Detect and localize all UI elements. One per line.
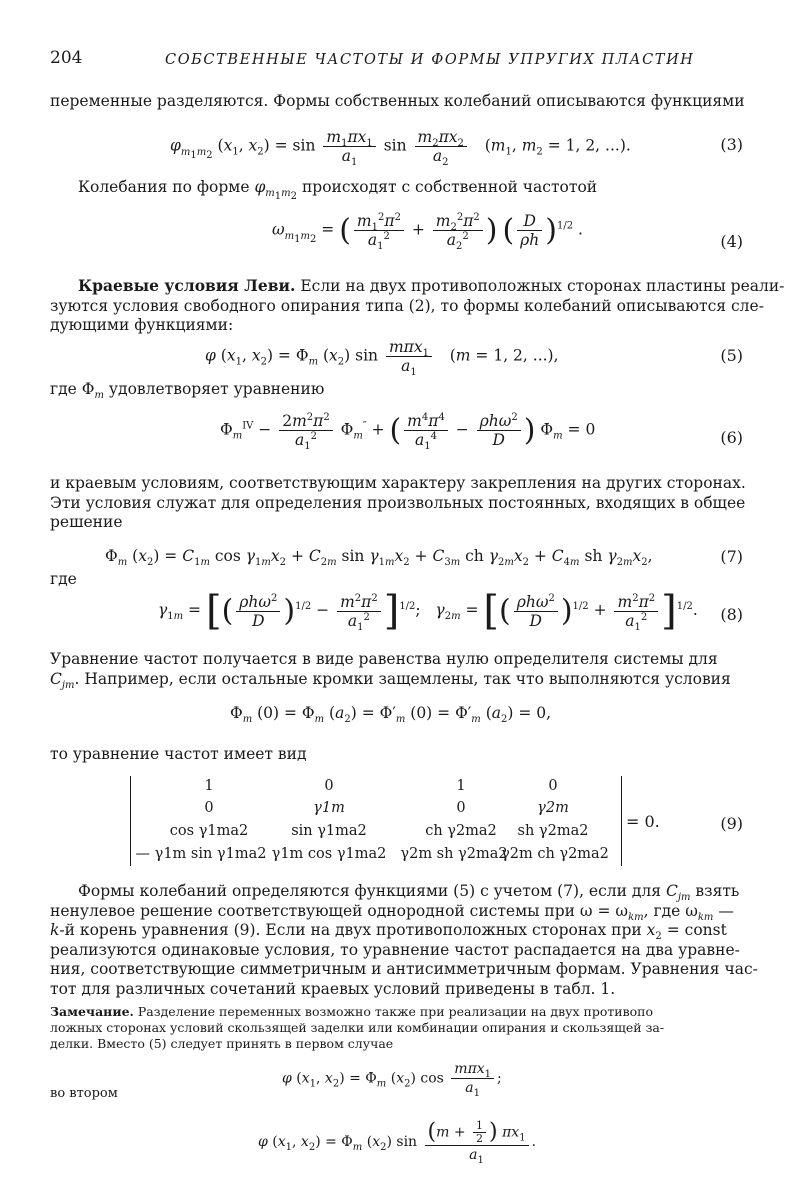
equation-number-7: (7) xyxy=(720,547,743,566)
note: Замечание. Разделение переменных возможно также при реализации на двух противопо ложных сторонах условий скользящей заделки или комбинации опирания и скользящей за- делки. Вместо (5) следует принять в первом случае xyxy=(50,1004,665,1051)
det-cell: γ1m cos γ1ma2 xyxy=(271,846,387,862)
equation-number-6: (6) xyxy=(720,428,743,447)
paragraph-forms: Формы колебаний определяются функциями (5) с учетом (7), если для $C_{jm}$ взять ненулевое решение соответствующей однородной системы при $\omega = \omega_{km}$, где $\omega_{km}$ — k-й корень уравнения (9). Если на двух противоположных сторонах при $x_2$ = const реализуются одинаковые условия, то уравнение частот распадается на два уравне- ния, соответствующие симметричным и антисимметричным формам. Уравнения час- тот для различных сочетаний краевых условий приведены в табл. 1. xyxy=(50,882,758,998)
det-cell: 1 xyxy=(456,778,466,794)
paragraph-levy: Краевые условия Леви. Если на двух противоположных сторонах пластины реали- зуются условия свободного опирания типа (2), то формы колебаний описываются сле- дующими функциями: xyxy=(50,276,785,334)
equation-8: $\gamma_{1m}$ = [( $\frac{\rho h\omega^2}{D}$ )$^{1/2}$ − $\frac{m^2\pi^2}{a_1^2}$ ]$^{1/2}$; $\gamma_{2m}$ = [( $\frac{\rho h\omega^2}{D}$ )$^{1/2}$ + $\frac{m^2\pi^2}{a_1^2}$ ]$^{1/2}$. xyxy=(158,588,698,634)
det-cell: 0 xyxy=(548,778,558,794)
equation-number-8: (8) xyxy=(720,605,743,624)
equation-number-3: (3) xyxy=(720,135,743,154)
equation-number-4: (4) xyxy=(720,232,743,251)
determinant-rhs: = 0. xyxy=(626,812,660,831)
det-cell: ch γ2ma2 xyxy=(425,823,497,839)
determinant-9 xyxy=(130,776,622,866)
det-cell: γ2m ch γ2ma2 xyxy=(501,846,609,862)
paragraph-oscillation: Колебания по форме $\varphi_{m_1m_2}$ происходят с собственной частотой xyxy=(78,178,598,203)
equation-7: $\Phi_m$ $(x_2) = C_{1m}$ $\cos \gamma_{1m}x_2 + C_{2m}$ $\sin \gamma_{1m}x_2 + C_{3m}$ ch $\gamma_{2m}x_2 + C_{4m}$ sh $\gamma_{2m}x_2$, xyxy=(105,547,653,569)
paragraph-frequency: Уравнение частот получается в виде равенства нулю определителя системы для $C_{jm}$. Например, если остальные кромки защемлены, так что выполняются условия xyxy=(50,650,731,691)
label-gde: где xyxy=(50,570,77,588)
equation-4: $\omega_{m_1m_2}$ = ( $\frac{m_1^2\pi^2}{a_1^2}$ + $\frac{m_2^2\pi^2}{a_2^2}$ ) ( $\frac{D}{\rho h}$ )$^{1/2}$ . xyxy=(272,211,583,253)
equation-6: $\Phi_m^{IV}$ − $\frac{2m^2\pi^2}{a_1^2}$ $\Phi_m''$ + ( $\frac{m^4\pi^4}{a_1^4}$ − $\frac{\rho h\omega^2}{D}$ ) $\Phi_m = 0$ xyxy=(220,411,596,453)
det-cell: 0 xyxy=(324,778,334,794)
det-cell: sh γ2ma2 xyxy=(517,823,589,839)
det-cell: γ1m xyxy=(313,800,345,816)
paragraph-boundary: и краевым условиям, соответствующим характеру закрепления на других сторонах. Эти условия служат для определения произвольных постоянных, входящих в общее решение xyxy=(50,474,746,531)
det-cell: cos γ1ma2 xyxy=(169,823,249,839)
equation-number-5: (5) xyxy=(720,346,743,365)
equation-number-9: (9) xyxy=(720,814,743,833)
paragraph-to-eq: то уравнение частот имеет вид xyxy=(50,745,307,763)
equation-3: $\varphi_{m_1m_2}$ ($x_1$, $x_2) = \sin$ $\frac{m_1\pi x_1}{a_1}$ sin $\frac{m_2\pi x_2}{a_2}$ ($m_1$, $m_2 = 1$, 2, ...). xyxy=(170,128,631,169)
det-cell: 0 xyxy=(204,800,214,816)
equation-conditions: $\Phi_m$ $(0) = \Phi_m$ $(a_2) = \Phi'_m$ $(0) = \Phi'_m$ $(a_2) = 0$, xyxy=(230,704,552,726)
equation-5: φ ($x_1$, $x_2) = \Phi_m$ $(x_2)$ sin $\frac{m\pi x_1}{a_1}$ (m = 1, 2, ...), xyxy=(205,338,559,379)
det-cell: γ2m sh γ2ma2 xyxy=(400,846,508,862)
det-cell: — γ1m sin γ1ma2 xyxy=(135,846,267,862)
equation-note-1: φ ($x_1$, $x_2) = \Phi_m$ $(x_2)$ cos $\frac{m\pi x_1}{a_1}$ ; xyxy=(282,1061,502,1099)
det-cell: 0 xyxy=(456,800,466,816)
paragraph-intro: переменные разделяются. Формы собственных колебаний описываются функциями xyxy=(50,92,745,110)
running-title: СОБСТВЕННЫЕ ЧАСТОТЫ И ФОРМЫ УПРУГИХ ПЛАСТИН xyxy=(165,52,695,68)
label-vo-vtorom: во втором xyxy=(50,1086,118,1101)
det-cell: 1 xyxy=(204,778,214,794)
det-cell: sin γ1ma2 xyxy=(291,823,367,839)
page-number: 204 xyxy=(50,48,83,68)
det-cell: γ2m xyxy=(537,800,569,816)
paragraph-gde-phi: где $\Phi_m$ удовлетворяет уравнению xyxy=(50,380,325,402)
equation-note-2: φ ($x_1$, $x_2) = \Phi_m$ $(x_2)$ sin (m + $\frac{1}{2}$ ) $\pi x_1$ $a_1$ . xyxy=(258,1119,537,1166)
